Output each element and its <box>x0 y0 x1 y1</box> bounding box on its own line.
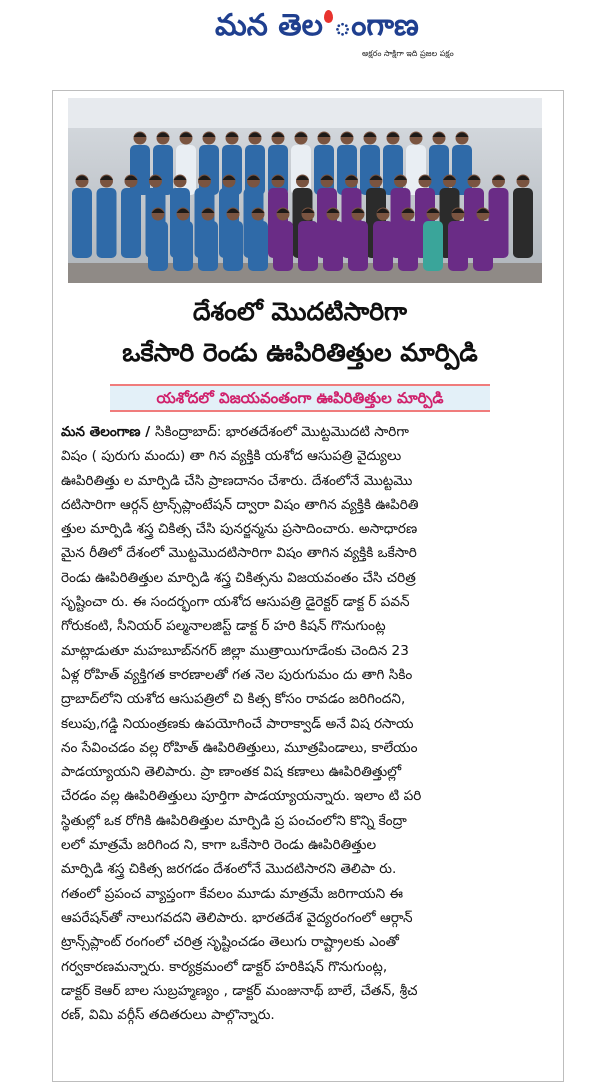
article-body-line: మాట్లాడుతూ మహబూబ్‌నగర్ జిల్లా ముత్రాయిగూడేంకు చెందిన 23 <box>61 642 409 659</box>
article-body-line: పాడయ్యాయని తెలిపారు. ప్రా ణాంతక విష కణాలు ఊపిరితిత్తుల్లో <box>61 764 402 781</box>
article-body-line: మార్పిడి శస్త్ర చికిత్స జరగడం దేశంలోనే మొదటిసారని తెలిపా రు. <box>61 861 397 878</box>
article-body-line: ద్రాబాద్‌లోని యశోద ఆసుపత్రిలో చి కిత్స కోసం రావడం జరిగిందని, <box>61 691 406 708</box>
article-body-line: ఏళ్ల రోహిత్ వ్యక్తిగత కారణాలతో గత నెల పురుగుమం దు తాగి సికిం <box>61 666 413 683</box>
article-body-line: మైన రీతిలో దేశంలో మొట్టమొదటిసారిగా విషం తాగిన వ్యక్తికి ఒకేసారి <box>61 545 417 562</box>
article-body-line: స్థితుల్లో ఒక రోగికి ఊపిరితిత్తుల మార్పిడి ప్ర పంచంలోని కొన్ని కేంద్రా <box>61 812 407 829</box>
article-body-line: ఆపరేషన్‌తో నాలుగవదని తెలిపారు. భారతదేశ వైద్యరంగంలో ఆర్గాన్ <box>61 909 413 926</box>
masthead <box>0 0 601 80</box>
article-body-line: మన తెలంగాణ / సికింద్రాబాద్: భారతదేశంలో మొట్టమొదటి సారిగా <box>61 424 409 440</box>
group-photo-image <box>68 98 542 283</box>
article-body-line: విషం ( పురుగు మందు) తా గిన వ్యక్తికి యశోద ఆసుపత్రి వైద్యులు <box>61 448 402 465</box>
newspaper-tagline: అక్షరం సాక్షిగా ఇది ప్రజల పక్షం <box>362 49 454 58</box>
dateline: మన తెలంగాణ / <box>61 424 155 440</box>
newspaper-logo: మన తెల ంగాణ <box>215 8 419 43</box>
logo-drop-icon <box>324 10 333 23</box>
article-body-line: గతంలో ప్రపంచ వ్యాప్తంగా కేవలం మూడు మాత్రమే జరిగాయని ఈ <box>61 885 404 902</box>
article-body-line: లలో మాత్రమే జరిగింద ని, కాగా ఒకేసారి రెండు ఊపిరితిత్తుల <box>61 837 377 854</box>
article-body-line: చేరడం వల్ల ఊపిరితిత్తులు పూర్తిగా పాడయ్యాయన్నారు. ఇలాం టి పరి <box>61 788 422 805</box>
headline-line-2: ఒకేసారి రెండు ఊపిరితిత్తుల మార్పిడి <box>122 338 478 367</box>
article-body-line: గోరుకంటి, సీనియర్ పల్మనాలజిస్ట్ డాక్ట ర్ హరి కిషన్ గొనుగుంట్ల <box>61 618 386 635</box>
article-body-line: నం సేవించడం వల్ల రోహిత్ ఊపిరితిత్తులు, మూత్రపిండాలు, కాలేయం <box>61 739 418 756</box>
article-body-line: గర్వకారణమన్నారు. కార్యక్రమంలో డాక్టర్ హరికిషన్ గొనుగుంట్ల, <box>61 958 388 975</box>
article-body-line: ఊపిరితిత్తు ల మార్పిడి చేసి ప్రాణదానం చేశారు. దేశంలోనే మొట్టమొ <box>61 472 413 489</box>
article-body-line: డాక్టర్ కెఆర్ బాల సుబ్రహ్మణ్యం , డాక్టర్ మంజునాథ్ బాలే, చేతన్, శ్రీచ <box>61 982 418 999</box>
article-body-line: దటిసారిగా ఆర్గన్ ట్రాన్స్‌ప్లాంటేషన్ ద్వారా విషం తాగిన వ్యక్తికి ఊపిరితి <box>61 496 419 513</box>
article-body-line: త్తుల మార్పిడి శస్త్ర చికిత్స చేసి పునర్జన్మను ప్రసాదించారు. అసాధారణ <box>61 521 418 538</box>
article-body-line: ట్రాన్స్‌ప్లాంట్ రంగంలో చరిత్ర సృష్టించడం తెలుగు రాష్ట్రాలకు ఎంతో <box>61 934 399 951</box>
headline-line-1: దేశంలో మొదటిసారిగా <box>192 297 408 326</box>
article-body <box>61 420 539 1027</box>
subheadline: యశోదలో విజయవంతంగా ఊపిరితిత్తుల మార్పిడి <box>110 384 490 412</box>
group-photo <box>68 98 542 283</box>
article-body-line: కలుపు,గడ్డి నియంత్రణకు ఉపయోగించే పారాక్వాడ్ అనే విష రసాయ <box>61 715 414 732</box>
article-body-line: రణ్, విమి వర్గీస్ తదితరులు పాల్గొన్నారు. <box>61 1007 275 1024</box>
article-body-line: సృష్టించా రు. ఈ సందర్భంగా యశోద ఆసుపత్రి డైరెక్టర్ డాక్ట ర్ పవన్ <box>61 594 410 611</box>
article-body-line: రెండు ఊపిరితిత్తుల మార్పిడి శస్త్ర చికిత్సను విజయవంతం చేసి చరిత్ర <box>61 569 416 586</box>
